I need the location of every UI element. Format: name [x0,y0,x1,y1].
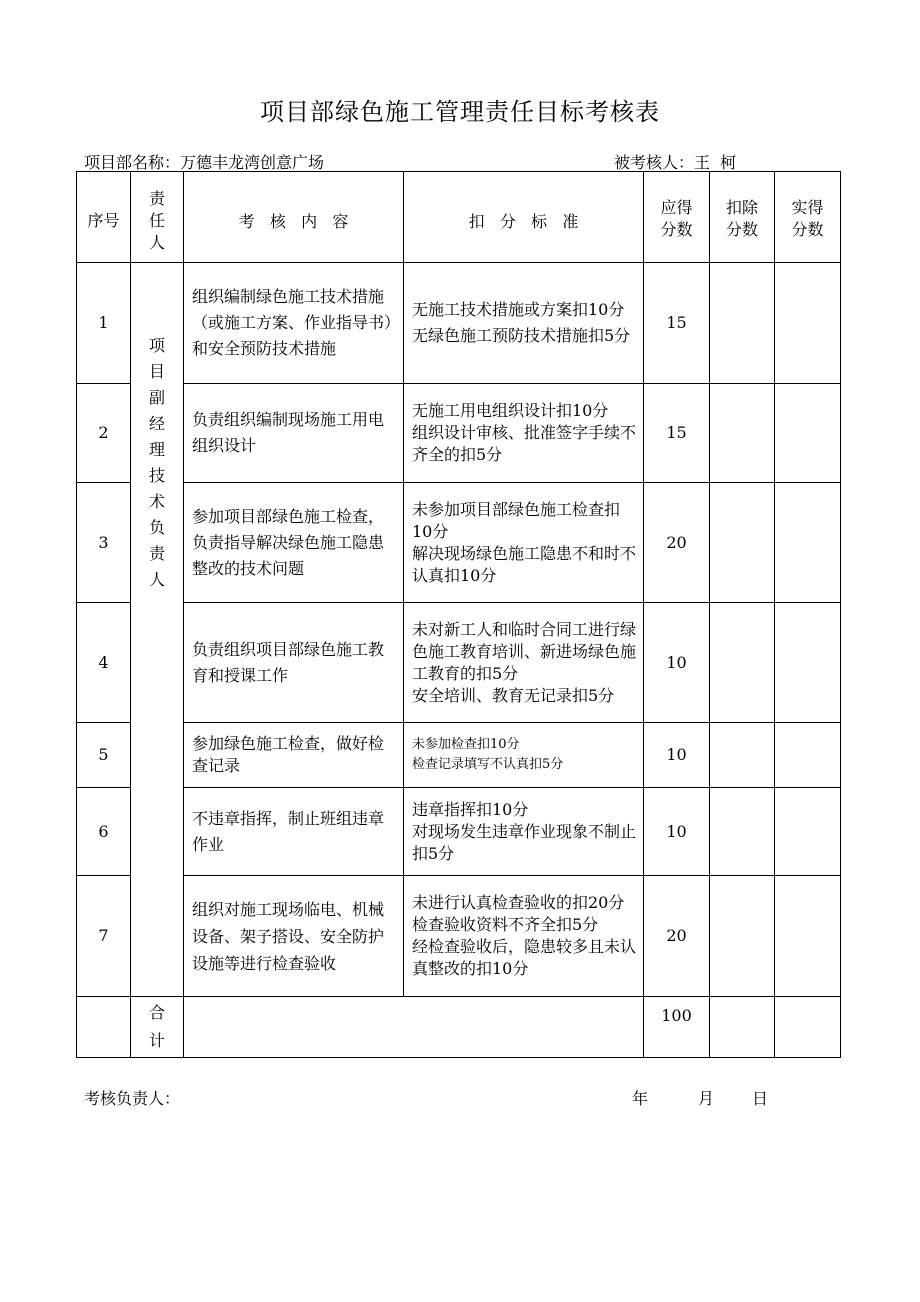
table-row [77,876,841,997]
total-empty-content [184,997,644,1058]
row-actual-score[interactable] [775,384,841,483]
row-deduct-score[interactable] [710,603,775,723]
row-seq: 2 [77,384,131,483]
row-due-score: 20 [644,483,710,603]
total-label: 合 计 [131,997,184,1058]
row-due-score: 10 [644,788,710,876]
row-deduct-score[interactable] [710,384,775,483]
row-deduct-score[interactable] [710,483,775,603]
row-deduct-score[interactable] [710,723,775,788]
row-content: 参加项目部绿色施工检查，负责指导解决绿色施工隐患整改的技术问题 [184,483,404,603]
header-row [77,172,841,263]
row-seq: 5 [77,723,131,788]
row-seq: 7 [77,876,131,997]
header-standard: 扣 分 标 准 [404,172,644,263]
row-actual-score[interactable] [775,788,841,876]
table-row [77,483,841,603]
month-label: 月 [698,1089,715,1108]
row-deduct-score[interactable] [710,876,775,997]
row-content: 组织编制绿色施工技术措施（或施工方案、作业指导书）和安全预防技术措施 [184,263,404,384]
day-label: 日 [752,1089,769,1108]
header-actual-score: 实得 分数 [775,172,841,263]
responsible-person: 项 目 副 经 理 技 术 负 责 人 [131,263,184,997]
row-standard: 未参加检查扣10分 检查记录填写不认真扣5分 [404,723,644,788]
total-row [77,997,841,1058]
project-name: 项目部名称：万德丰龙湾创意广场 [84,153,325,172]
row-content: 负责组织编制现场施工用电组织设计 [184,384,404,483]
row-due-score: 15 [644,263,710,384]
header-responsible: 责 任 人 [131,172,184,263]
row-deduct-score[interactable] [710,788,775,876]
header-seq: 序号 [77,172,131,263]
row-actual-score[interactable] [775,483,841,603]
row-seq: 4 [77,603,131,723]
row-standard: 违章指挥扣10分 对现场发生违章作业现象不制止扣5分 [404,788,644,876]
row-seq: 3 [77,483,131,603]
table-row [77,788,841,876]
row-content: 不违章指挥，制止班组违章作业 [184,788,404,876]
total-actual-score[interactable] [775,997,841,1058]
page-title: 项目部绿色施工管理责任目标考核表 [260,98,660,126]
row-deduct-score[interactable] [710,263,775,384]
total-empty-seq [77,997,131,1058]
row-seq: 1 [77,263,131,384]
table-row [77,384,841,483]
reviewer-label: 考核负责人： [84,1089,181,1108]
header-deduct-score: 扣除 分数 [710,172,775,263]
row-standard: 无施工用电组织设计扣10分 组织设计审核、批准签字手续不齐全的扣5分 [404,384,644,483]
row-actual-score[interactable] [775,263,841,384]
row-standard: 无施工技术措施或方案扣10分 无绿色施工预防技术措施扣5分 [404,263,644,384]
row-due-score: 20 [644,876,710,997]
row-due-score: 15 [644,384,710,483]
table-row [77,603,841,723]
row-content: 负责组织项目部绿色施工教育和授课工作 [184,603,404,723]
assessee-name: 被考核人：王 柯 [614,153,737,172]
row-actual-score[interactable] [775,603,841,723]
row-standard: 未对新工人和临时合同工进行绿色施工教育培训、新进场绿色施工教育的扣5分 安全培训、教育无记录扣5分 [404,603,644,723]
header-content: 考 核 内 容 [184,172,404,263]
table-row [77,263,841,384]
row-due-score: 10 [644,723,710,788]
row-standard: 未参加项目部绿色施工检查扣10分 解决现场绿色施工隐患不和时不认真扣10分 [404,483,644,603]
total-due-score: 100 [644,997,710,1058]
table-row [77,723,841,788]
row-actual-score[interactable] [775,723,841,788]
assessment-table [76,171,841,1058]
row-standard: 未进行认真检查验收的扣20分 检查验收资料不齐全扣5分 经检查验收后，隐患较多且未认真整改的扣10分 [404,876,644,997]
row-content: 参加绿色施工检查，做好检查记录 [184,723,404,788]
row-due-score: 10 [644,603,710,723]
row-actual-score[interactable] [775,876,841,997]
total-deduct-score[interactable] [710,997,775,1058]
header-due-score: 应得 分数 [644,172,710,263]
row-seq: 6 [77,788,131,876]
year-label: 年 [632,1089,649,1108]
row-content: 组织对施工现场临电、机械设备、架子搭设、安全防护设施等进行检查验收 [184,876,404,997]
